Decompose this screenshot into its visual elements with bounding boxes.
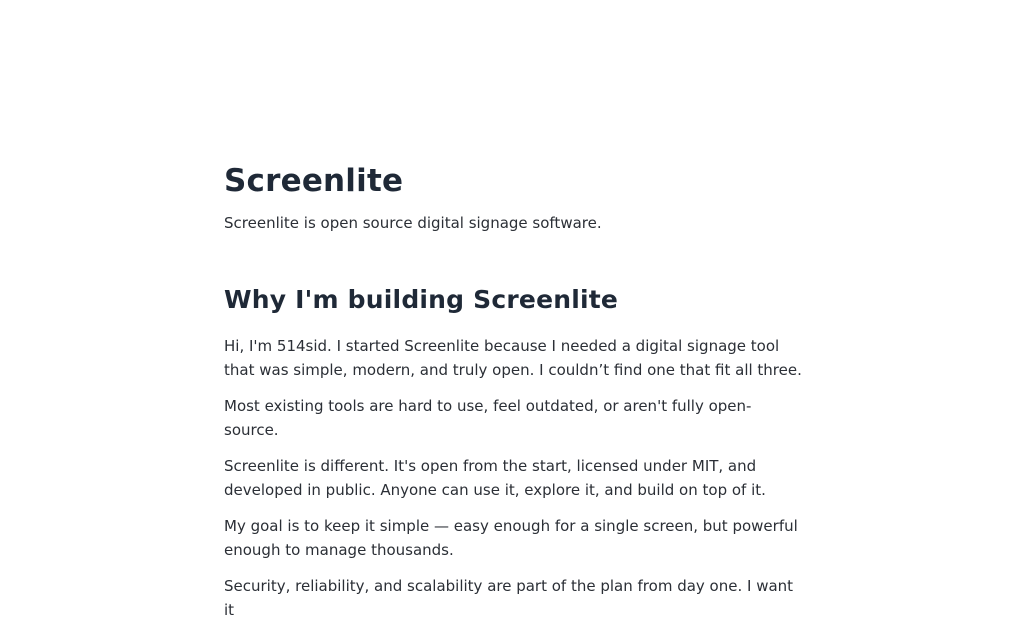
page-title: Screenlite [224,163,404,199]
paragraph-goal: My goal is to keep it simple — easy enough for a single screen, but powerful enough to manage thousands. [224,517,798,559]
paragraph-intro: Hi, I'm 514sid. I started Screenlite because I needed a digital signage tool that was simple, modern, and truly open. I couldn’t find one that fit all three. [224,337,802,379]
page-subtitle: Screenlite is open source digital signage software. [224,214,602,232]
paragraph-different: Screenlite is different. It's open from the start, licensed under MIT, and developed in public. Anyone can use it, explore it, and build on top of it. [224,457,766,499]
section-heading: Why I'm building Screenlite [224,285,619,314]
paragraph-security: Security, reliability, and scalability are part of the plan from day one. I want it [224,577,794,619]
paragraph-existing-tools: Most existing tools are hard to use, feel outdated, or aren't fully open-source. [224,397,752,439]
main-content [224,162,804,622]
